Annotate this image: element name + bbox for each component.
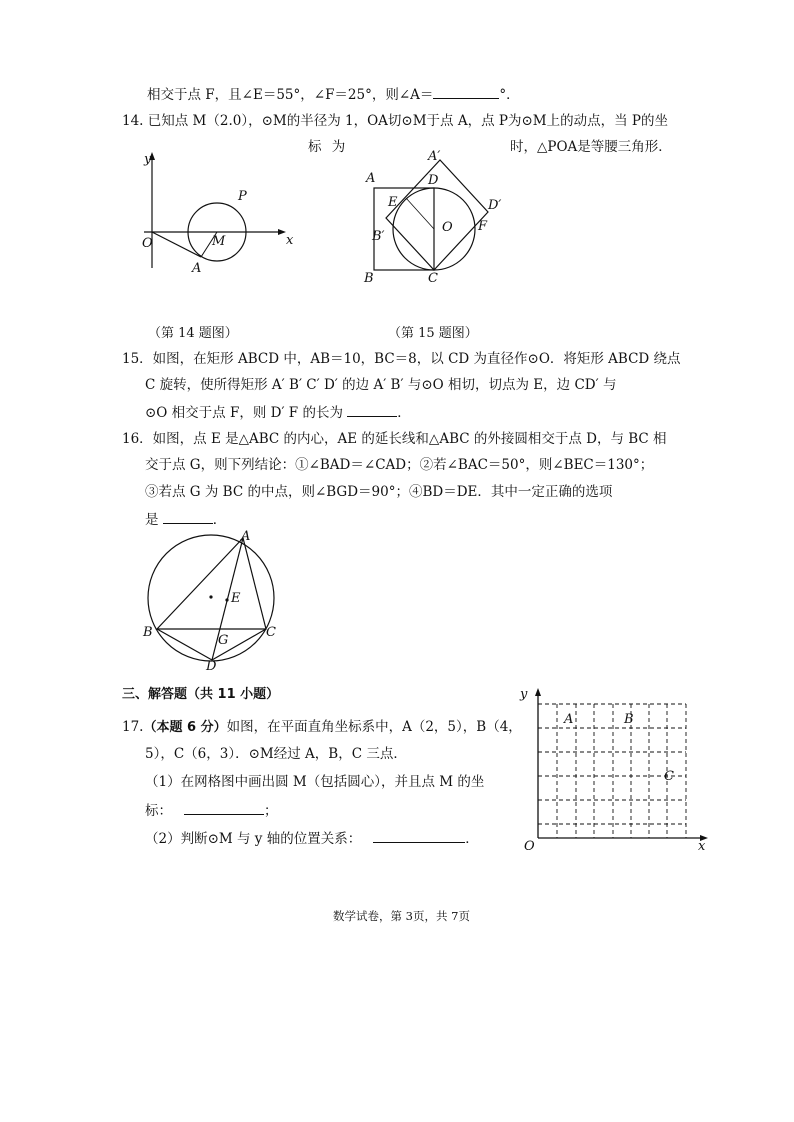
fig15-label-dp: D′ xyxy=(488,198,502,213)
fig14-label-x: x xyxy=(286,233,294,248)
fig14-caption: （第 14 题图） xyxy=(148,326,238,341)
fig14-label-y: y xyxy=(144,152,152,167)
q15-text-line1: 15．如图，在矩形 ABCD 中，AB＝10，BC＝8，以 CD 为直径作⊙O．将矩形 ABCD 绕点 xyxy=(122,351,681,367)
fig17-label-o: O xyxy=(524,839,535,854)
q14-text-line2a: 标 为 xyxy=(308,139,346,155)
fig16-incenter-dot xyxy=(225,598,228,601)
fig15-line-oe xyxy=(406,198,434,229)
q13-answer-blank[interactable] xyxy=(433,84,499,99)
q16-text-line4: 是 ． xyxy=(145,509,226,529)
fig15-label-o: O xyxy=(442,220,453,235)
fig16-label-d: D xyxy=(206,659,217,674)
fig16-triangle-abc xyxy=(157,538,266,629)
q16-text-line2: 交于点 G，则下列结论：①∠BAD＝∠CAD；②若∠BAC＝50°，则∠BEC＝130°； xyxy=(145,457,654,473)
fig16-label-g: G xyxy=(218,633,229,648)
fig16-label-b: B xyxy=(143,625,153,640)
fig17-label-b: B xyxy=(624,712,634,727)
q16-text-line3: ③若点 G 为 BC 的中点，则∠BGD＝90°；④BD＝DE．其中一定正确的选项 xyxy=(145,484,613,500)
q17-text-line5: （2）判断⊙M 与 y 轴的位置关系： ． xyxy=(145,828,479,848)
fig15-label-c: C xyxy=(428,271,438,286)
q17-text-line3: （1）在网格图中画出圆 M（包括圆心），并且点 M 的坐 xyxy=(145,774,485,790)
fig17-label-y: y xyxy=(520,687,528,702)
fig17-label-a: A xyxy=(564,712,574,727)
fig14-label-m: M xyxy=(212,234,226,249)
fig14-label-p: P xyxy=(238,189,247,204)
q17-text-line1: 17.（本题 6 分）如图，在平面直角坐标系中，A（2，5），B（4， xyxy=(122,719,522,735)
page-footer: 数学试卷，第 3页，共 7页 xyxy=(333,909,470,923)
fig15-label-bp: B′ xyxy=(372,229,385,244)
fig15-label-a: A xyxy=(366,171,376,186)
fig14-label-o: O xyxy=(142,236,153,251)
fig16-center-dot xyxy=(209,595,212,598)
fig15-label-f: F xyxy=(478,219,488,234)
q14-text-line1: 14. 已知点 M（2.0），⊙M的半径为 1，OA切⊙M于点 A，点 P为⊙M上的动点，当 P的坐 xyxy=(122,113,668,129)
figure-14 xyxy=(140,148,300,278)
fig16-label-c: C xyxy=(266,625,276,640)
fig15-caption: （第 15 题图） xyxy=(388,326,478,341)
fig14-tangent-oa xyxy=(152,232,201,257)
fig17-y-arrow xyxy=(535,688,541,696)
fig15-label-b: B xyxy=(364,271,374,286)
fig16-label-e: E xyxy=(231,591,241,606)
q13-tail: 相交于点 F，且∠E＝55°，∠F＝25°，则∠A＝ °． xyxy=(147,84,520,104)
q17-text-line4: 标： ； xyxy=(145,800,278,820)
section3-title: 三、解答题（共 11 小题） xyxy=(122,687,280,702)
q17-position-blank[interactable] xyxy=(373,828,465,843)
q17-m-coord-blank[interactable] xyxy=(184,800,264,815)
fig15-label-ap: A′ xyxy=(428,149,441,164)
fig14-x-arrow xyxy=(278,229,286,235)
q16-text-line1: 16．如图，点 E 是△ABC 的内心，AE 的延长线和△ABC 的外接圆相交于点 D，与 BC 相 xyxy=(122,431,667,447)
q15-text-line3: ⊙O 相交于点 F，则 D′ F 的长为 ． xyxy=(145,402,411,422)
fig15-label-d: D xyxy=(428,173,439,188)
q15-answer-blank[interactable] xyxy=(347,402,397,417)
fig15-label-e: E xyxy=(388,195,398,210)
figure-17-grid xyxy=(518,686,714,856)
fig16-label-a: A xyxy=(241,529,251,544)
q15-text-line2: C 旋转，使所得矩形 A′ B′ C′ D′ 的边 A′ B′ 与⊙O 相切，切点为 E，边 CD′ 与 xyxy=(145,377,617,393)
q17-text-line2: 5），C（6，3）．⊙M经过 A，B，C 三点． xyxy=(145,746,407,762)
q16-answer-blank[interactable] xyxy=(163,509,213,524)
fig17-label-c: C xyxy=(664,769,674,784)
fig17-label-x: x xyxy=(698,839,706,854)
figure-15 xyxy=(360,148,520,288)
figure-16 xyxy=(138,528,288,678)
fig14-label-a: A xyxy=(192,261,202,276)
q14-text-line2b: 时，△POA是等腰三角形． xyxy=(510,139,672,155)
